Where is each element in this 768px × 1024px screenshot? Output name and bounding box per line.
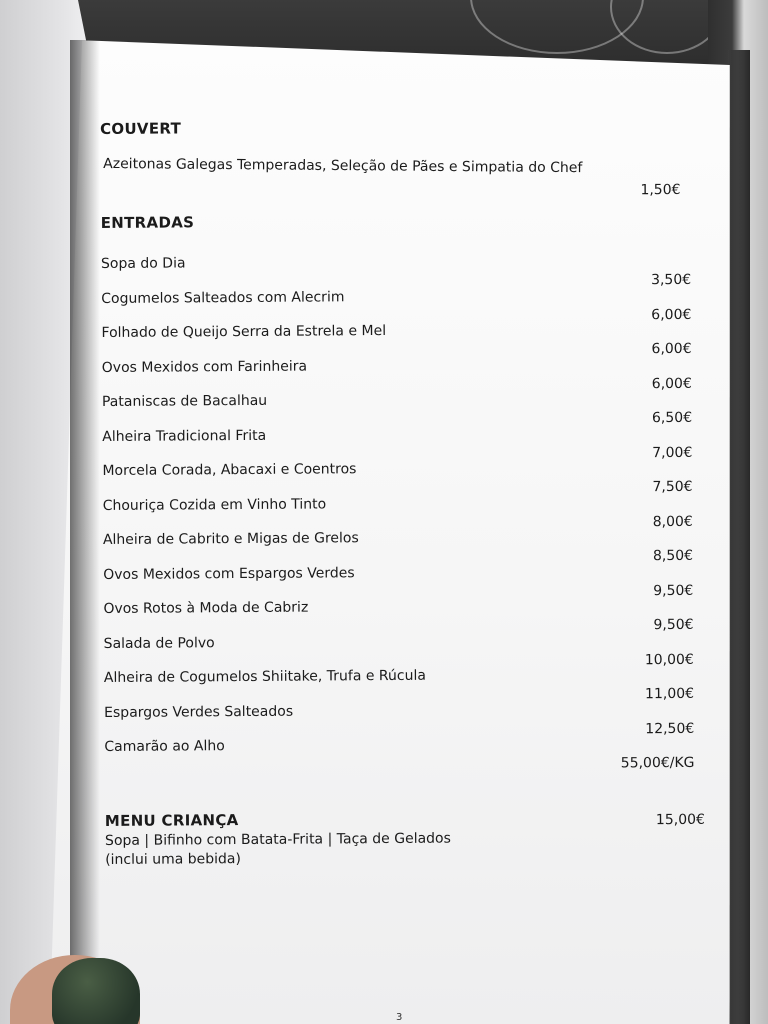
menu-item-name: Camarão ao Alho — [104, 738, 225, 755]
menu-item-name: Alheira de Cogumelos Shiitake, Trufa e Rúcula — [103, 667, 426, 686]
menu-crianca-note: (inclui uma bebida) — [105, 850, 241, 868]
section-title-couvert: COUVERT — [100, 119, 182, 138]
binding-shadow — [70, 40, 100, 1024]
couvert-section — [100, 116, 701, 216]
menu-item — [101, 252, 701, 291]
menu-item-price: 8,50€ — [652, 547, 694, 565]
section-title-menu-crianca: MENU CRIANÇA — [104, 810, 239, 830]
menu-crianca-description: Sopa | Bifinho com Batata-Frita | Taça de Gelados — [104, 830, 451, 849]
menu-item-name: Pataniscas de Bacalhau — [101, 392, 268, 410]
menu-item — [103, 562, 703, 601]
menu-item — [102, 355, 702, 394]
menu-item — [101, 286, 701, 325]
menu-item-name: Chouriça Cozida em Vinho Tinto — [102, 495, 327, 514]
menu-item — [104, 700, 704, 739]
menu-item — [103, 493, 703, 532]
menu-item-price: 6,00€ — [651, 375, 692, 392]
menu-item-name: Folhado de Queijo Serra da Estrela e Mel — [101, 323, 387, 341]
menu-item-price: 7,00€ — [652, 444, 693, 461]
menu-item-price: 10,00€ — [644, 651, 694, 668]
menu-crianca-price: 15,00€ — [655, 811, 705, 828]
menu-item — [104, 666, 704, 705]
menu-item — [102, 459, 702, 498]
menu-item-price: 6,00€ — [651, 306, 692, 323]
menu-item — [104, 631, 704, 670]
menu-item — [100, 152, 700, 216]
menu-item-name: Salada de Polvo — [103, 634, 215, 652]
menu-item-price: 9,50€ — [653, 616, 694, 634]
menu-item-name: Ovos Rotos à Moda de Cabriz — [103, 599, 309, 617]
menu-item-price: 6,50€ — [651, 409, 693, 427]
menu-item-name: Espargos Verdes Salteados — [104, 703, 294, 721]
page-edge-shadow — [728, 50, 750, 1024]
menu-item-price: 11,00€ — [644, 685, 695, 703]
menu-item — [102, 390, 702, 429]
menu-item — [104, 735, 704, 774]
entradas-list — [101, 252, 705, 774]
menu-item-price: 1,50€ — [640, 181, 681, 199]
section-title-entradas: ENTRADAS — [100, 213, 195, 232]
menu-item-price: 3,50€ — [650, 271, 692, 289]
menu-item-price: 7,50€ — [652, 478, 693, 496]
menu-item-price: 8,00€ — [652, 513, 693, 530]
menu-item-name: Ovos Mexidos com Espargos Verdes — [103, 564, 355, 583]
menu-item-name: Cogumelos Salteados com Alecrim — [101, 288, 345, 307]
menu-crianca-section — [105, 807, 705, 867]
menu-item — [102, 424, 702, 463]
menu-item-name: Azeitonas Galegas Temperadas, Seleção de Pães e Simpatia do Chef — [103, 155, 583, 177]
menu-item-name: Alheira de Cabrito e Migas de Grelos — [102, 530, 359, 548]
page-number: 3 — [396, 1012, 403, 1023]
menu-item-name: Ovos Mexidos com Farinheira — [101, 358, 308, 376]
menu-item-price: 6,00€ — [651, 340, 692, 358]
menu-item-name: Alheira Tradicional Frita — [102, 427, 267, 445]
menu-content — [100, 116, 705, 868]
fingernail — [52, 958, 140, 1024]
menu-item-price: 55,00€/KG — [620, 754, 695, 772]
menu-item — [101, 321, 701, 360]
menu-item-price: 9,50€ — [653, 582, 694, 599]
menu-item — [103, 528, 703, 567]
menu-item-name: Sopa do Dia — [100, 255, 186, 272]
menu-item — [103, 597, 703, 636]
entradas-section — [101, 210, 705, 774]
menu-item-price: 12,50€ — [645, 720, 695, 737]
menu-item-name: Morcela Corada, Abacaxi e Coentros — [102, 461, 357, 479]
